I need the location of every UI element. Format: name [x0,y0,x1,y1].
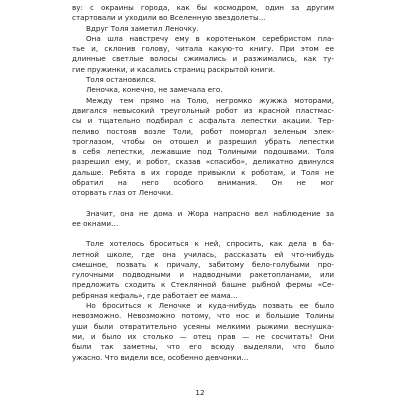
text-line: предложить сходить к Стеклянной башне рыбной фермы «Се- [72,280,334,290]
text-line: ву: с окраины города, как бы космодром, один за другим [72,3,334,12]
text-line: ее окнами… [72,218,119,228]
text-line: Толя остановился. [86,75,157,85]
paragraph [72,96,334,199]
text-line: в себя лепестки, лежавшие под Толиными подошвами. Толя [72,147,334,157]
paragraph [72,3,334,24]
paragraph [72,209,334,230]
text-line: троглазом, чтобы он отошел и разрешил убрать лепестки [72,136,334,146]
text-line: оторвать глаз от Леночки. [72,188,174,198]
paragraph [72,75,334,85]
text-line: двигался невысокий треугольный робот из красной пластмас- [72,105,334,115]
text-line: Но броситься к Леночке и куда-нибудь позвать ее было [86,301,334,311]
text-line: сы и тщательно подбирал с асфальта лепестки акации. Тер- [72,116,334,126]
text-line: Вдруг Толя заметил Леночку. [86,23,199,33]
text-line: Толе хотелось броситься к ней, спросить, как дела в ба- [86,239,334,249]
text-line: гие пружинки, и касались страниц раскрытой книги. [72,64,276,74]
text-line: ребряная кефаль», где работает ее мама… [72,290,238,300]
paragraph [72,85,334,95]
text-line: летной школе, где она училась, рассказать ей что-нибудь [72,249,334,259]
text-line: были так заметны, что его всюду выделяли, что было [72,342,334,352]
page-number: 12 [195,388,205,397]
paragraph [72,239,334,301]
text-line: невозможно. Невозможно потому, что нос и большие Толины [72,311,334,321]
paragraph [72,34,334,75]
text-line: ужасно. Что видели все, особенно девчонки… [72,352,249,362]
text-line: гулочными подводными и надводными ракетопланами, или [72,270,334,280]
text-line: тье и, склонив голову, читала какую-то книгу. При этом ее [72,44,334,54]
text-line: уши были отвратительно усеяны мелкими рыжими веснушка- [72,321,334,331]
text-line: Она шла навстречу ему в коротеньком серебристом пла- [86,33,334,43]
text-line: ми, и было их столько — отец прав — не сосчитать! Они [72,331,334,341]
text-line: пеливо постояв возле Толи, робот поморгал зеленым элек- [72,126,334,136]
page-text [72,3,334,363]
text-line: Между тем прямо на Толю, негромко жужжа моторами, [86,95,334,105]
paragraph [72,301,334,363]
text-line: дальше. Ребята в их городе привыкли к роботам, и Толя не [72,167,334,177]
text-line: стартовали и уходили во Вселенную звездолеты… [72,13,266,23]
paragraph [72,24,334,34]
text-line: обратил на него особого внимания. Он не мог [72,178,334,188]
text-line: длинные светлые волосы сжимались и разжимались, как ту- [72,54,334,64]
text-line: смешное, позвать к причалу, забитому бело-голубыми про- [72,259,334,269]
text-line: Леночка, конечно, не замечала его. [86,85,223,95]
text-line: Значит, она не дома и Жора напрасно вел наблюдение за [86,208,334,218]
text-line: разрешил ему, и робот, сказав «спасибо», деликатно двинулся [72,157,334,167]
